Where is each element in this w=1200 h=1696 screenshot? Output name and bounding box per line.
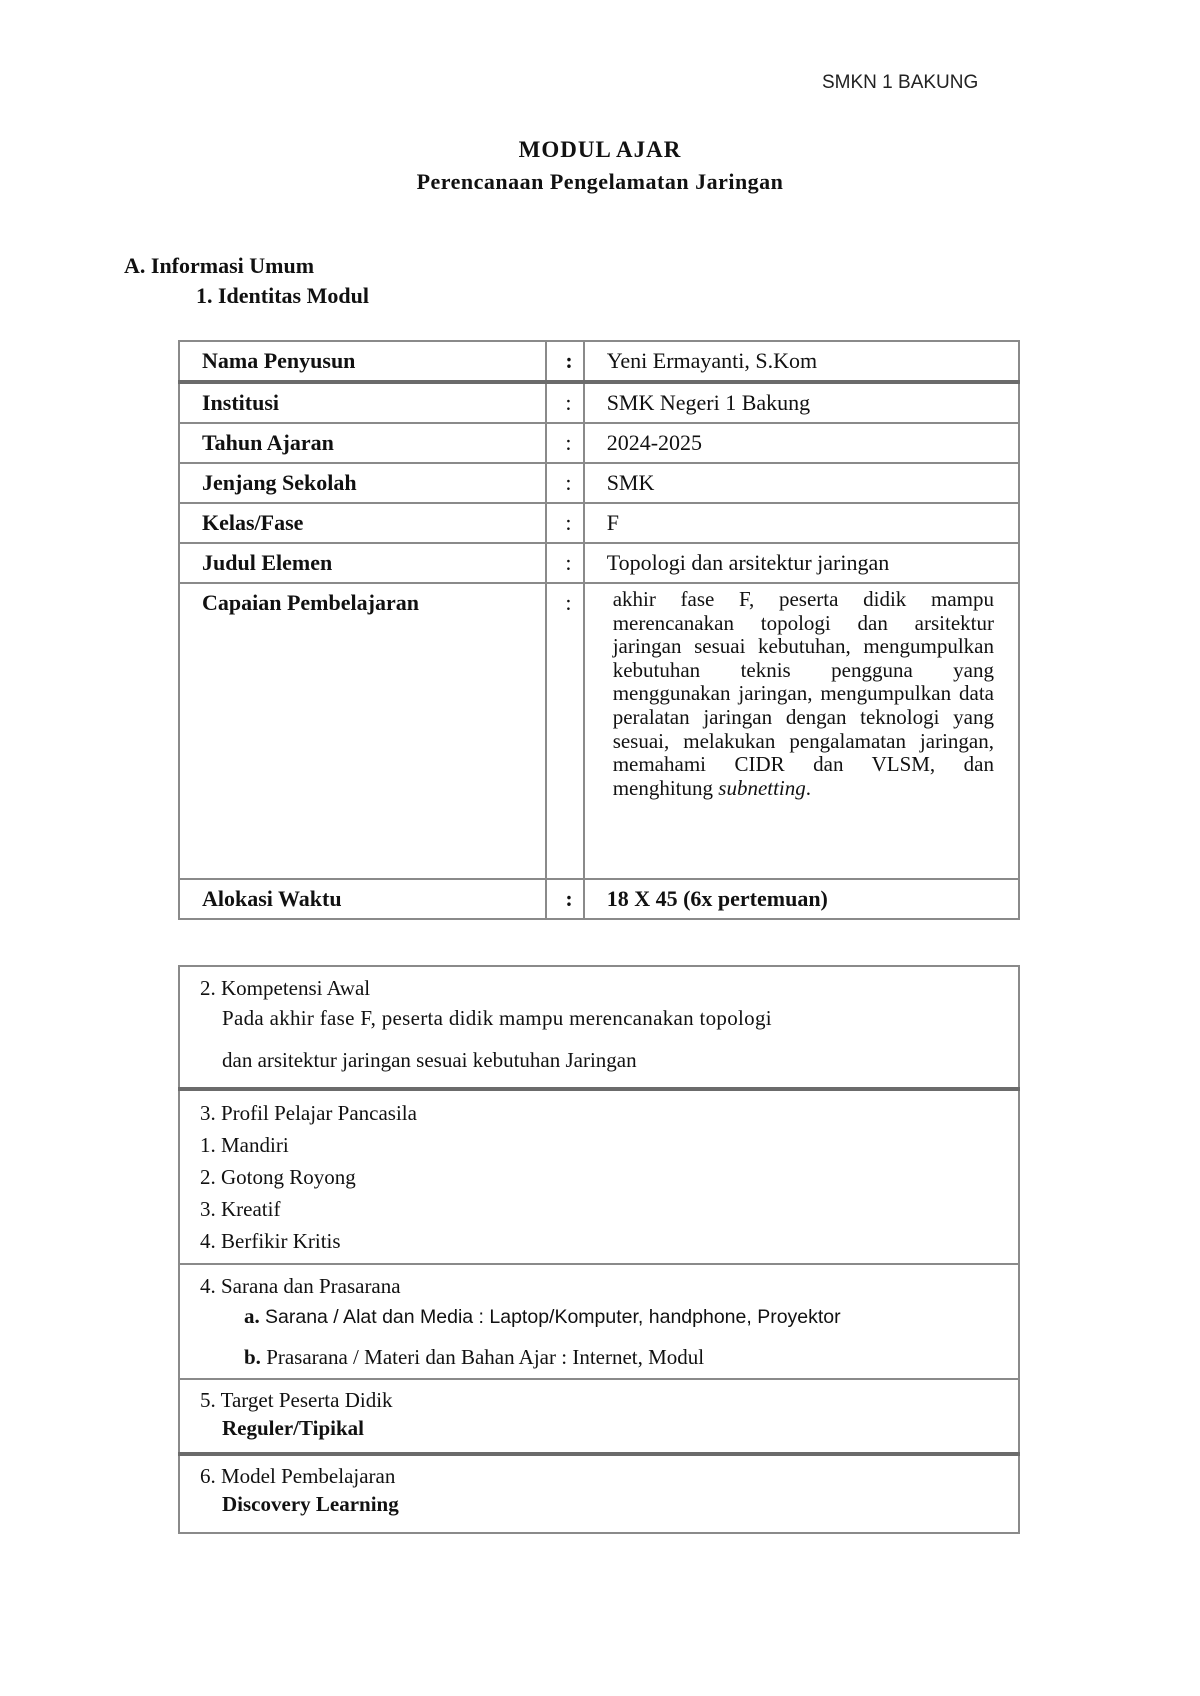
capaian-value	[584, 583, 1019, 879]
row-value: SMK Negeri 1 Bakung	[584, 382, 1019, 423]
row-label: Capaian Pembelajaran	[179, 583, 546, 879]
item-text: Sarana / Alat dan Media : Laptop/Komputer, handphone, Proyektor	[265, 1306, 841, 1328]
table-row	[179, 463, 1019, 503]
target-row	[179, 1379, 1019, 1454]
row-value: F	[584, 503, 1019, 543]
table-row	[179, 341, 1019, 382]
table-row	[179, 879, 1019, 919]
capaian-text	[607, 588, 998, 800]
row-label: Kelas/Fase	[179, 503, 546, 543]
list-item: 4. Berfikir Kritis	[200, 1229, 341, 1253]
row-colon: :	[546, 543, 583, 583]
table-row	[179, 382, 1019, 423]
row-colon: :	[546, 423, 583, 463]
sarana-heading: 4. Sarana dan Prasarana	[200, 1274, 401, 1298]
row-label: Judul Elemen	[179, 543, 546, 583]
kompetensi-heading: 2. Kompetensi Awal	[200, 976, 371, 1000]
profil-row	[179, 1089, 1019, 1264]
table-row	[179, 583, 1019, 879]
row-colon: :	[546, 583, 583, 879]
table-row	[179, 503, 1019, 543]
kompetensi-cell	[179, 966, 1019, 1089]
row-label: Tahun Ajaran	[179, 423, 546, 463]
table-row	[179, 423, 1019, 463]
kompetensi-line-1: Pada akhir fase F, peserta didik mampu merencanakan topologi	[222, 1006, 772, 1030]
row-label: Nama Penyusun	[179, 341, 546, 382]
row-colon: :	[546, 382, 583, 423]
profil-cell	[179, 1089, 1019, 1264]
list-item: 3. Kreatif	[200, 1197, 281, 1221]
item-marker: b.	[244, 1345, 261, 1369]
target-value: Reguler/Tipikal	[222, 1416, 364, 1440]
item-marker: a.	[244, 1304, 260, 1328]
model-value: Discovery Learning	[222, 1492, 399, 1516]
target-heading: 5. Target Peserta Didik	[200, 1388, 393, 1412]
list-item: 1. Mandiri	[200, 1133, 289, 1157]
row-label: Jenjang Sekolah	[179, 463, 546, 503]
title-block	[0, 134, 1200, 198]
row-value: Yeni Ermayanti, S.Kom	[584, 341, 1019, 382]
section-a-heading: A. Informasi Umum	[124, 253, 315, 278]
document-title: MODUL AJAR	[518, 137, 682, 162]
row-value: SMK	[584, 463, 1019, 503]
capaian-end: .	[805, 775, 812, 800]
details-table	[178, 965, 1020, 1534]
model-cell	[179, 1454, 1019, 1533]
kompetensi-line-2: dan arsitektur jaringan sesuai kebutuhan Jaringan	[222, 1048, 637, 1072]
identity-table	[178, 340, 1020, 920]
school-header: SMKN 1 BAKUNG	[822, 72, 979, 93]
row-value: 2024-2025	[584, 423, 1019, 463]
row-colon: :	[546, 503, 583, 543]
kompetensi-row	[179, 966, 1019, 1089]
list-item: 2. Gotong Royong	[200, 1165, 356, 1189]
capaian-main-text: akhir fase F, peserta didik mampu merencanakan topologi dan arsitektur jaringan sesuai kebutuhan, mengumpulkan kebutuhan teknis pengguna yang menggunakan jaringan, mengumpulkan data peralatan jaringan dengan teknologi yang sesuai, melakukan pengalamatan jaringan, memahami CIDR dan VLSM, dan menghitung	[612, 587, 994, 800]
sarana-cell	[179, 1264, 1019, 1379]
table-row	[179, 543, 1019, 583]
row-colon: :	[546, 879, 583, 919]
capaian-italic-term: subnetting	[718, 775, 806, 800]
item-text: Prasarana / Materi dan Bahan Ajar : Internet, Modul	[266, 1345, 705, 1369]
row-colon: :	[546, 341, 583, 382]
model-row	[179, 1454, 1019, 1533]
row-value: Topologi dan arsitektur jaringan	[584, 543, 1019, 583]
row-label: Alokasi Waktu	[179, 879, 546, 919]
sarana-row	[179, 1264, 1019, 1379]
document-subtitle: Perencanaan Pengelamatan Jaringan	[416, 169, 784, 194]
identitas-modul-heading: 1. Identitas Modul	[196, 283, 369, 308]
sarana-item-a	[200, 1301, 998, 1332]
row-value: 18 X 45 (6x pertemuan)	[584, 879, 1019, 919]
profil-heading: 3. Profil Pelajar Pancasila	[200, 1101, 417, 1125]
row-colon: :	[546, 463, 583, 503]
sarana-item-b	[200, 1342, 998, 1372]
target-cell	[179, 1379, 1019, 1454]
row-label: Institusi	[179, 382, 546, 423]
model-heading: 6. Model Pembelajaran	[200, 1464, 396, 1488]
